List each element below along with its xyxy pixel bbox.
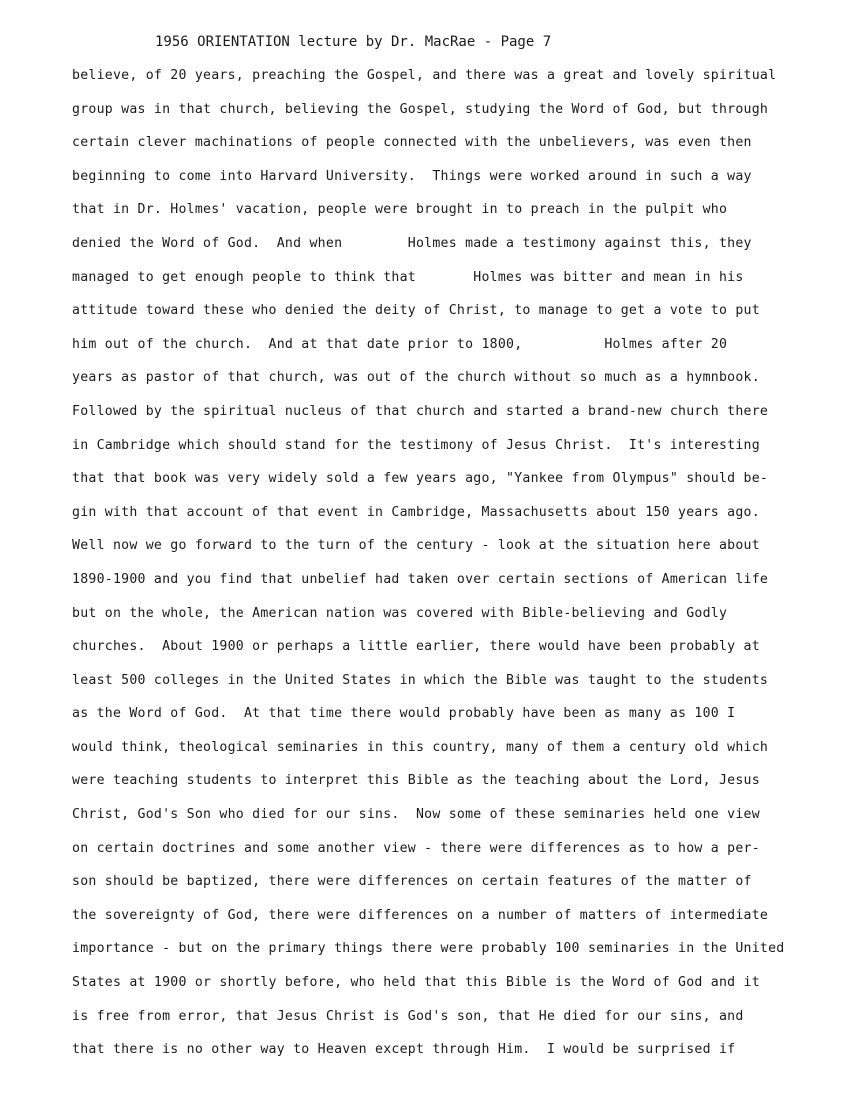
text-line: as the Word of God. At that time there would probably have been as many as 100 I bbox=[72, 706, 736, 722]
text-line: that there is no other way to Heaven except through Him. I would be surprised if bbox=[72, 1042, 736, 1058]
text-line: but on the whole, the American nation was covered with Bible-believing and Godly bbox=[72, 605, 728, 621]
text-line: gin with that account of that event in Cambridge, Massachusetts about 150 years ago. bbox=[72, 504, 760, 520]
text-line: Christ, God's Son who died for our sins. Now some of these seminaries held one view bbox=[72, 807, 760, 823]
text-line: were teaching students to interpret this Bible as the teaching about the Lord, Jesus bbox=[72, 773, 760, 789]
text-line: attitude toward these who denied the deity of Christ, to manage to get a vote to put bbox=[72, 303, 760, 319]
text-line: managed to get enough people to think that Holmes was bitter and mean in his bbox=[72, 269, 744, 285]
text-line: States at 1900 or shortly before, who held that this Bible is the Word of God and it bbox=[72, 975, 760, 991]
text-line: that that book was very widely sold a few years ago, "Yankee from Olympus" should be- bbox=[72, 471, 769, 487]
text-line: believe, of 20 years, preaching the Gospel, and there was a great and lovely spiritual bbox=[72, 68, 777, 83]
text-line: on certain doctrines and some another view - there were differences as to how a per- bbox=[72, 840, 760, 856]
text-line: son should be baptized, there were differences on certain features of the matter of bbox=[72, 874, 752, 890]
text-line: Well now we go forward to the turn of the century - look at the situation here about bbox=[72, 538, 760, 554]
text-line: churches. About 1900 or perhaps a little earlier, there would have been probably at bbox=[72, 639, 760, 655]
text-line: in Cambridge which should stand for the testimony of Jesus Christ. It's interesting bbox=[72, 437, 760, 453]
page-header: 1956 ORIENTATION lecture by Dr. MacRae - Page 7 bbox=[155, 34, 552, 50]
text-line: 1890-1900 and you find that unbelief had taken over certain sections of American life bbox=[72, 571, 769, 587]
body-text bbox=[72, 66, 812, 1074]
text-line: would think, theological seminaries in this country, many of them a century old which bbox=[72, 739, 769, 755]
text-line: denied the Word of God. And when Holmes made a testimony against this, they bbox=[72, 235, 752, 251]
text-line: that in Dr. Holmes' vacation, people were brought in to preach in the pulpit who bbox=[72, 202, 728, 218]
text-line: least 500 colleges in the United States in which the Bible was taught to the students bbox=[72, 672, 769, 688]
text-line: is free from error, that Jesus Christ is God's son, that He died for our sins, and bbox=[72, 1008, 744, 1024]
text-line: certain clever machinations of people connected with the unbelievers, was even then bbox=[72, 135, 752, 151]
text-line: Followed by the spiritual nucleus of that church and started a brand-new church there bbox=[72, 403, 769, 419]
text-line: years as pastor of that church, was out of the church without so much as a hymnbook. bbox=[72, 370, 760, 386]
text-line: importance - but on the primary things there were probably 100 seminaries in the United bbox=[72, 941, 785, 957]
text-line: group was in that church, believing the Gospel, studying the Word of God, but through bbox=[72, 101, 769, 117]
text-line: him out of the church. And at that date prior to 1800, Holmes after 20 bbox=[72, 336, 728, 352]
text-line: the sovereignty of God, there were differences on a number of matters of intermediate bbox=[72, 907, 769, 923]
text-line: beginning to come into Harvard University. Things were worked around in such a way bbox=[72, 168, 752, 184]
